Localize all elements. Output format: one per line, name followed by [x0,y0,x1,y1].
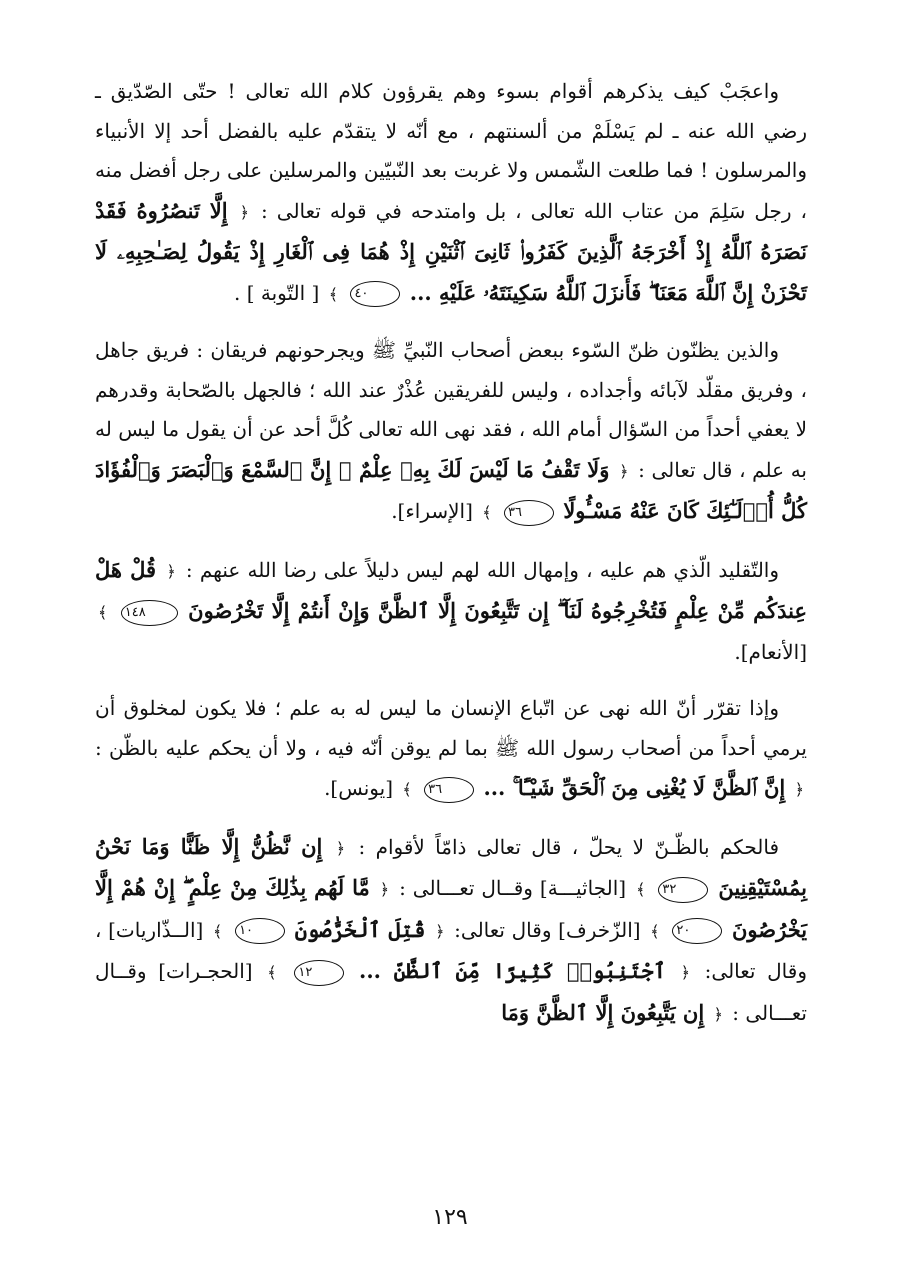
ornament-open: ﴿ [379,880,390,899]
paragraph-5 [95,827,807,1035]
surah-reference: [الــذّاريات] ، وقال تعالى: [95,917,807,983]
surah-reference: [الحجـرات] وقــال تعـــالى : [95,959,807,1025]
quran-verse: إِن يَتَّبِعُونَ إِلَّا ٱلظَّنَّ وَمَا [501,999,705,1025]
quran-verse: إِلَّا تَنصُرُوهُ فَقَدْ نَصَرَهُ ٱللَّهُ إِذْ أَخْرَجَهُ ٱلَّذِينَ كَفَرُوا۟ ثَانِىَ ٱثْنَيْنِ إِذْ هُمَا فِى ٱلْغَارِ إِذْ يَقُولُ لِصَـٰحِبِهِۦ لَا تَحْزَنْ إِنَّ ٱللَّهَ مَعَنَا ۖ فَأَنزَلَ ٱللَّهُ سَكِينَتَهُۥ عَلَيْهِ ... [95,197,807,305]
ornament-open: ﴿ [166,561,176,581]
ornament-close: ﴾ [267,963,277,982]
verse-number-badge: ١٠ [235,918,285,944]
surah-reference: [الزّخرف] وقال تعالى: [454,917,641,942]
body-text: والذين يظنّون ظنّ السّوء ببعض أصحاب النّبيِّ ﷺ ويجرحونهم فريقان : فريق جاهل ، وفريق مقلّد لآبائه وأجداده ، وليس للفريقين عُذْرٌ عند الله ؛ فالجهل بالصّحابة وقدرهم لا يعفي أحداً من السّؤال أمام الله ، فقد نهى الله تعالى كُلَّ أحد عن أن يقول ما ليس له به علم ، قال تعالى : [95,338,807,482]
body-text: واعجَبْ كيف يذكرهم أقوام بسوء وهم يقرؤون كلام الله تعالى ! حتّى الصّدّيق ـ رضي الله عنه ـ لم يَسْلَمْ من ألسنتهم ، مع أنّه لا يتقدّم عليه بالفضل أحد إلا الأنبياء والمرسلون ! فما طلعت الشّمس ولا غربت بعد النّبيّين والمرسلين على رجل أفضل منه ، رجل سَلِمَ من عتاب الله تعالى ، بل وامتدحه في قوله تعالى : [95,79,807,223]
verse-number-badge: ٣٢ [658,877,708,903]
ornament-open: ﴿ [335,838,346,858]
ornament-open: ﴿ [435,921,445,941]
verse-number-badge: ٢٠ [672,918,722,944]
surah-reference: [الإسراء]. [391,499,473,523]
quran-verse: قُتِلَ ٱلْخَرَّٰصُونَ [294,916,426,942]
ornament-open: ﴿ [713,1004,723,1024]
body-text: وإذا تقرّر أنّ الله نهى عن اتّباع الإنسان ما ليس له به علم ؛ فلا يكون لمخلوق أن يرمي أحداً من أصحاب رسول الله ﷺ بما لم يوقن أنّه فيه ، ولا أن يحكم عليه بالظّن : [95,696,807,760]
quran-verse: ٱجْتَنِبُوا۟ كَثِيرًا مِّنَ ٱلظَّنِّ ... [359,958,666,983]
paragraph-2 [95,331,807,533]
verse-number-badge: ٤٠ [350,281,400,307]
ornament-close: ﴾ [482,503,492,522]
ornament-close: ﴾ [213,921,223,941]
paragraph-4 [95,689,807,810]
ornament-open: ﴿ [794,780,804,799]
ornament-open: ﴿ [680,963,690,982]
verse-number-badge: ٣٦ [424,777,474,803]
page-body [95,72,807,1034]
quran-verse: إِن نَّظُنُّ إِلَّا ظَنًّا وَمَا نَحْنُ بِمُسْتَيْقِنِينَ [95,833,808,900]
quran-verse: إِنَّ ٱلظَّنَّ لَا يُغْنِى مِنَ ٱلْحَقِّ شَيْـًٔا ۚ ... [483,775,786,800]
page-number: ١٢٩ [432,1205,468,1230]
verse-number-badge: ١٤٨ [121,600,178,626]
ornament-close: ﴾ [636,880,646,899]
surah-reference: [يونس]. [324,776,394,800]
ornament-close: ﴾ [98,603,108,622]
quran-verse: قُلْ هَلْ عِندَكُم مِّنْ عِلْمٍ فَتُخْرِجُوهُ لَنَآ ۖ إِن تَتَّبِعُونَ إِلَّا ٱلظَّنَّ وَإِنْ أَنتُمْ إِلَّا تَخْرُصُونَ [95,556,808,623]
quran-verse: وَلَا تَقْفُ مَا لَيْسَ لَكَ بِهِۦ عِلْمٌ ۚ إِنَّ ٱلسَّمْعَ وَٱلْبَصَرَ وَٱلْفُؤَادَ كُلُّ أُو۟لَـٰٓئِكَ كَانَ عَنْهُ مَسْـُٔولًا [95,456,807,523]
ornament-close: ﴾ [402,780,412,799]
ornament-open: ﴿ [619,461,629,481]
verse-number-badge: ٣٦ [504,500,554,526]
ornament-open: ﴿ [239,202,249,222]
surah-reference: [ التّوبة ] . [234,280,320,305]
paragraph-3 [95,550,807,673]
body-text: والتّقليد الّذي هم عليه ، وإمهال الله لهم ليس دليلاً على رضا الله عنهم : [185,557,780,582]
ornament-close: ﴾ [328,284,339,304]
verse-number-badge: ١٢ [294,960,344,986]
paragraph-1 [95,72,807,314]
quran-verse: مَّا لَهُم بِذَٰلِكَ مِنْ عِلْمٍ ۖ إِنْ هُمْ إِلَّا يَخْرُصُونَ [95,875,808,942]
surah-reference: [الأنعام]. [734,639,807,664]
ornament-close: ﴾ [650,921,660,941]
body-text: فالحكم بالظّـنّ لا يحلّ ، قال تعالى ذامّاً لأقوام : [358,834,780,859]
surah-reference: [الجاثيـــة] وقــال تعـــالى : [399,876,627,900]
